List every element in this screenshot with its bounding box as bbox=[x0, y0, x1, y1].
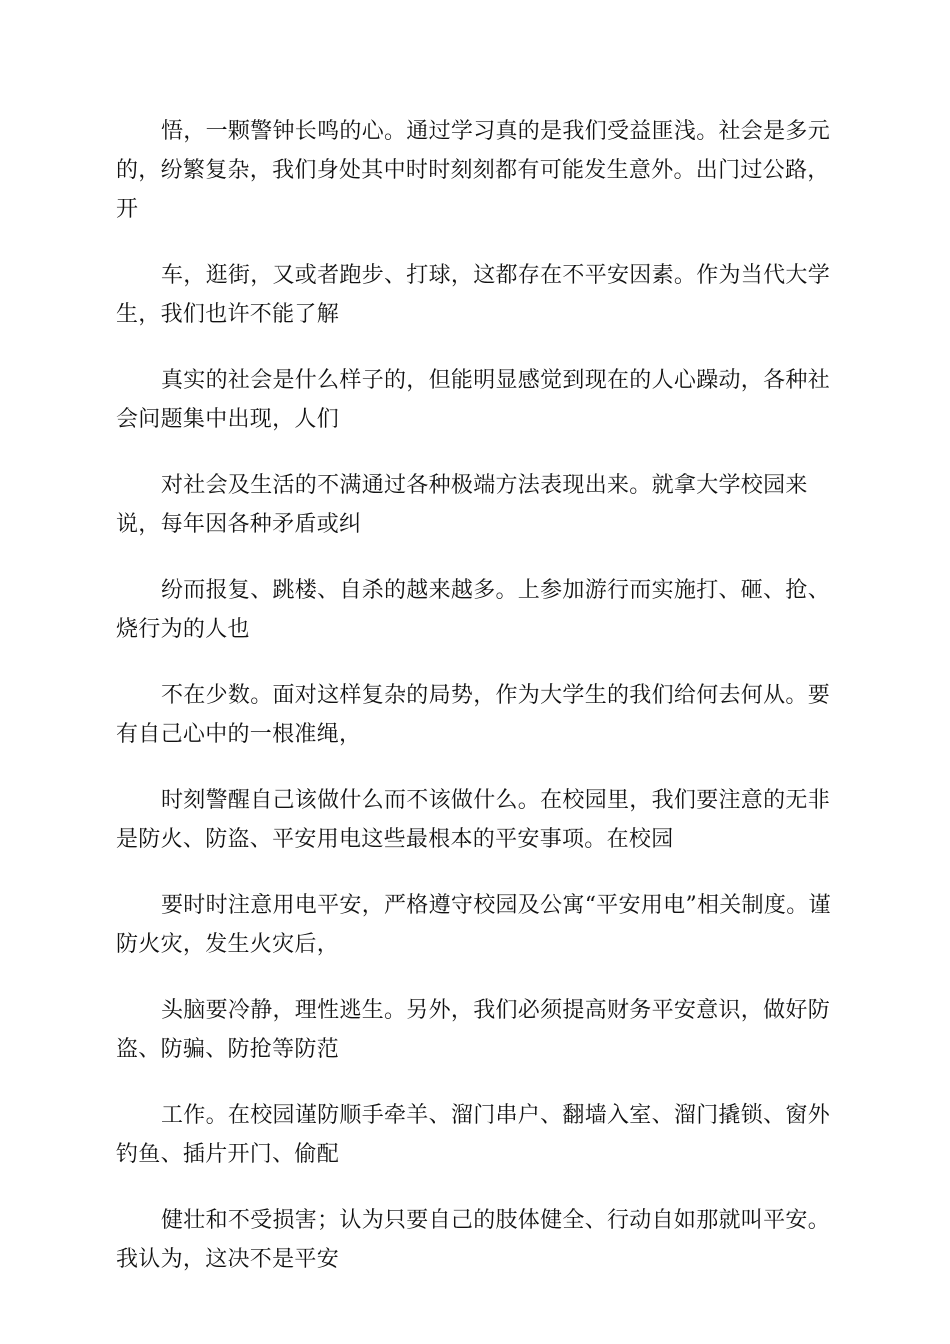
paragraph-2: 车，逛街，又或者跑步、打球，这都存在不平安因素。作为当代大学生，我们也许不能了解 bbox=[116, 263, 831, 327]
paragraph-1: 悟，一颗警钟长鸣的心。通过学习真的是我们受益匪浅。社会是多元的，纷繁复杂，我们身处其中时时刻刻都有可能发生意外。出门过公路， 开 bbox=[116, 119, 831, 222]
paragraph-7: 时刻警醒自己该做什么而不该做什么。在校园里，我们要注意的无非是防火、防盗、平安用电这些最根本的平安事项。在校园 bbox=[116, 788, 831, 852]
paragraph-8: 要时时注意用电平安，严格遵守校园及公寓“平安用电”相关制度。谨防火灾，发生火灾后， bbox=[116, 893, 831, 957]
body-text bbox=[116, 112, 832, 1306]
paragraph-5: 纷而报复、跳楼、自杀的越来越多。上参加游行而实施打、砸、抢、烧行为的人也 bbox=[116, 578, 831, 642]
paragraph-9: 头脑要冷静，理性逃生。另外，我们必须提高财务平安意识，做好防盗、防骗、防抢等防范 bbox=[116, 998, 831, 1062]
paragraph-6: 不在少数。面对这样复杂的局势，作为大学生的我们给何去何从。要有自己心中的一根准绳， bbox=[116, 683, 831, 747]
paragraph-4: 对社会及生活的不满通过各种极端方法表现出来。就拿大学校园来说，每年因各种矛盾或纠 bbox=[116, 473, 808, 537]
paragraph-3: 真实的社会是什么样子的，但能明显感觉到现在的人心躁动，各种社会问题集中出现，人们 bbox=[116, 368, 831, 432]
paragraph-11: 健壮和不受损害；认为只要自己的肢体健全、行动自如那就叫平安。我认为，这决不是平安 bbox=[116, 1208, 831, 1272]
paragraph-10: 工作。在校园谨防顺手牵羊、溜门串户、翻墙入室、溜门撬锁、窗外钓鱼、插片开门、偷配 bbox=[116, 1103, 831, 1167]
